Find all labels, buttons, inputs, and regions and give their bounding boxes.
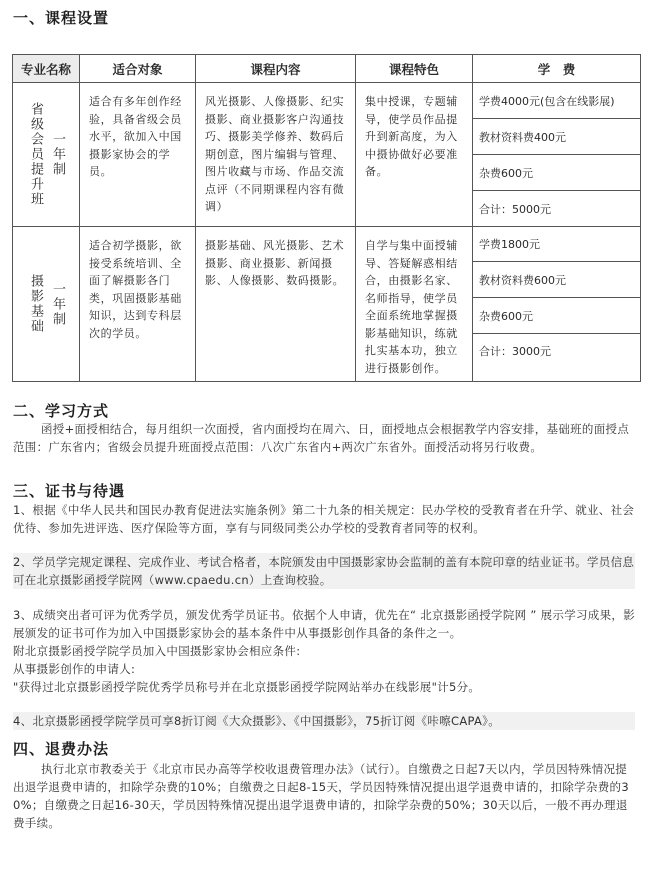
cert-paragraph-2: 2、学员学完规定课程、完成作业、考试合格者，本院颁发由中国摄影家协会监制的盖有本院印章的结业证书。学员信息可在北京摄影函授学院网（www.cpaedu.cn）上查询校验。 bbox=[13, 555, 635, 587]
major-duration: 一年制 bbox=[50, 132, 65, 177]
cert-paragraph-3b: 附北京摄影函授学院学员加入中国摄影家协会相应条件: bbox=[13, 644, 301, 658]
fee-list bbox=[473, 83, 640, 226]
table-row bbox=[13, 227, 641, 382]
cert-paragraph-3: 3、成绩突出者可评为优秀学员，颁发优秀学员证书。依据个人申请，优先在“ 北京摄影函授学院网 ” 展示学习成果，影展颁发的证书可作为加入中国摄影家协会的基本条件中从事摄影创作具备的条件之一。 bbox=[13, 608, 635, 640]
header-content: 课程内容 bbox=[196, 55, 356, 83]
section-title-course: 一、课程设置 bbox=[13, 9, 110, 27]
target-cell: 适合有多年创作经验，具备省级会员水平，欲加入中国摄影家协会的学员。 bbox=[80, 83, 196, 227]
major-cell bbox=[13, 83, 80, 227]
major-name: 省级会员提升班 bbox=[28, 102, 43, 207]
fee-item: 教材资料费600元 bbox=[473, 262, 640, 298]
cert-paragraph-3c: 从事摄影创作的申请人: bbox=[13, 662, 136, 676]
table-header-row bbox=[13, 55, 641, 83]
fee-total: 合计：5000元 bbox=[479, 202, 551, 216]
fee-total: 合计：3000元 bbox=[479, 345, 551, 358]
fee-list bbox=[473, 227, 640, 368]
header-major: 专业名称 bbox=[13, 55, 80, 83]
fee-item: 杂费600元 bbox=[473, 155, 640, 191]
section-title-certificate: 三、证书与待遇 bbox=[13, 482, 126, 500]
cert-paragraph-3d: "获得过北京摄影函授学院优秀学员称号并在北京摄影函授学院网站举办在线影展"计5分。 bbox=[13, 680, 481, 694]
major-name: 摄影基础 bbox=[28, 274, 43, 334]
cert-paragraph-4: 4、北京摄影函授学院学员可享8折订阅《大众摄影》、《中国摄影》，75折订阅《咔嚓CAPA》。 bbox=[13, 712, 635, 730]
fee-cell bbox=[473, 227, 641, 382]
feature-cell: 集中授课，专题辅导，使学员作品提升到新高度，为入中摄协做好必要准备。 bbox=[356, 83, 473, 227]
section-title-refund: 四、退费办法 bbox=[13, 740, 110, 758]
course-table bbox=[12, 54, 641, 382]
content-cell: 风光摄影、人像摄影、纪实摄影、商业摄影客户沟通技巧、摄影美学修养、数码后期创意，图片编辑与管理、图片收藏与市场、作品交流点评（不同期课程内容有微调） bbox=[196, 83, 356, 227]
fee-cell bbox=[473, 83, 641, 227]
fee-item: 学费1800元 bbox=[473, 227, 640, 262]
major-duration: 一年制 bbox=[50, 281, 65, 327]
cert-paragraph-1: 1、根据《中华人民共和国民办教育促进法实施条例》第二十九条的相关规定：民办学校的受教育者在升学、就业、社会优待、参加先进评选、医疗保险等方面，享有与同级同类公办学校的受教育者同等的权利。 bbox=[13, 503, 635, 535]
fee-item: 学费4000元(包含在线影展) bbox=[473, 83, 640, 119]
header-target: 适合对象 bbox=[80, 55, 196, 83]
content-cell: 摄影基础、风光摄影、艺术摄影、商业摄影、新闻摄影、人像摄影、数码摄影。 bbox=[196, 227, 356, 382]
refund-paragraph: 执行北京市教委关于《北京市民办高等学校收退费管理办法》（试行）。自缴费之日起7天以内，学员因特殊情况提出退学退费申请的，扣除学杂费的10%；自缴费之日起8-15天，学员因特殊情况提出退学退费申请的，扣除学杂费的30%；自缴费之日起16-30天，学员因特殊情况提出退学退费申请的，扣除学杂费的50%；30天以后，一般不再办理退费手续。 bbox=[13, 762, 629, 830]
fee-item: 教材资料费400元 bbox=[473, 119, 640, 155]
header-fee: 学 费 bbox=[473, 55, 641, 83]
study-paragraph: 函授+面授相结合，每月组织一次面授，省内面授均在周六、日，面授地点会根据教学内容安排，基础班的面授点范围：广东省内；省级会员提升班面授点范围：八次广东省内+两次广东省外。面授活动将另行收费。 bbox=[13, 422, 630, 454]
feature-cell: 自学与集中面授辅导、答疑解惑相结合，由摄影名家、名师指导，使学员全面系统地掌握摄影基础知识，练就扎实基本功，独立进行摄影创作。 bbox=[356, 227, 473, 382]
major-cell bbox=[13, 227, 80, 382]
section-title-study: 二、学习方式 bbox=[13, 402, 110, 420]
header-feature: 课程特色 bbox=[356, 55, 473, 83]
table-row bbox=[13, 83, 641, 227]
fee-item: 杂费600元 bbox=[473, 298, 640, 334]
target-cell: 适合初学摄影，欲接受系统培训、全面了解摄影各门类，巩固摄影基础知识，达到专科层次的学员。 bbox=[80, 227, 196, 382]
